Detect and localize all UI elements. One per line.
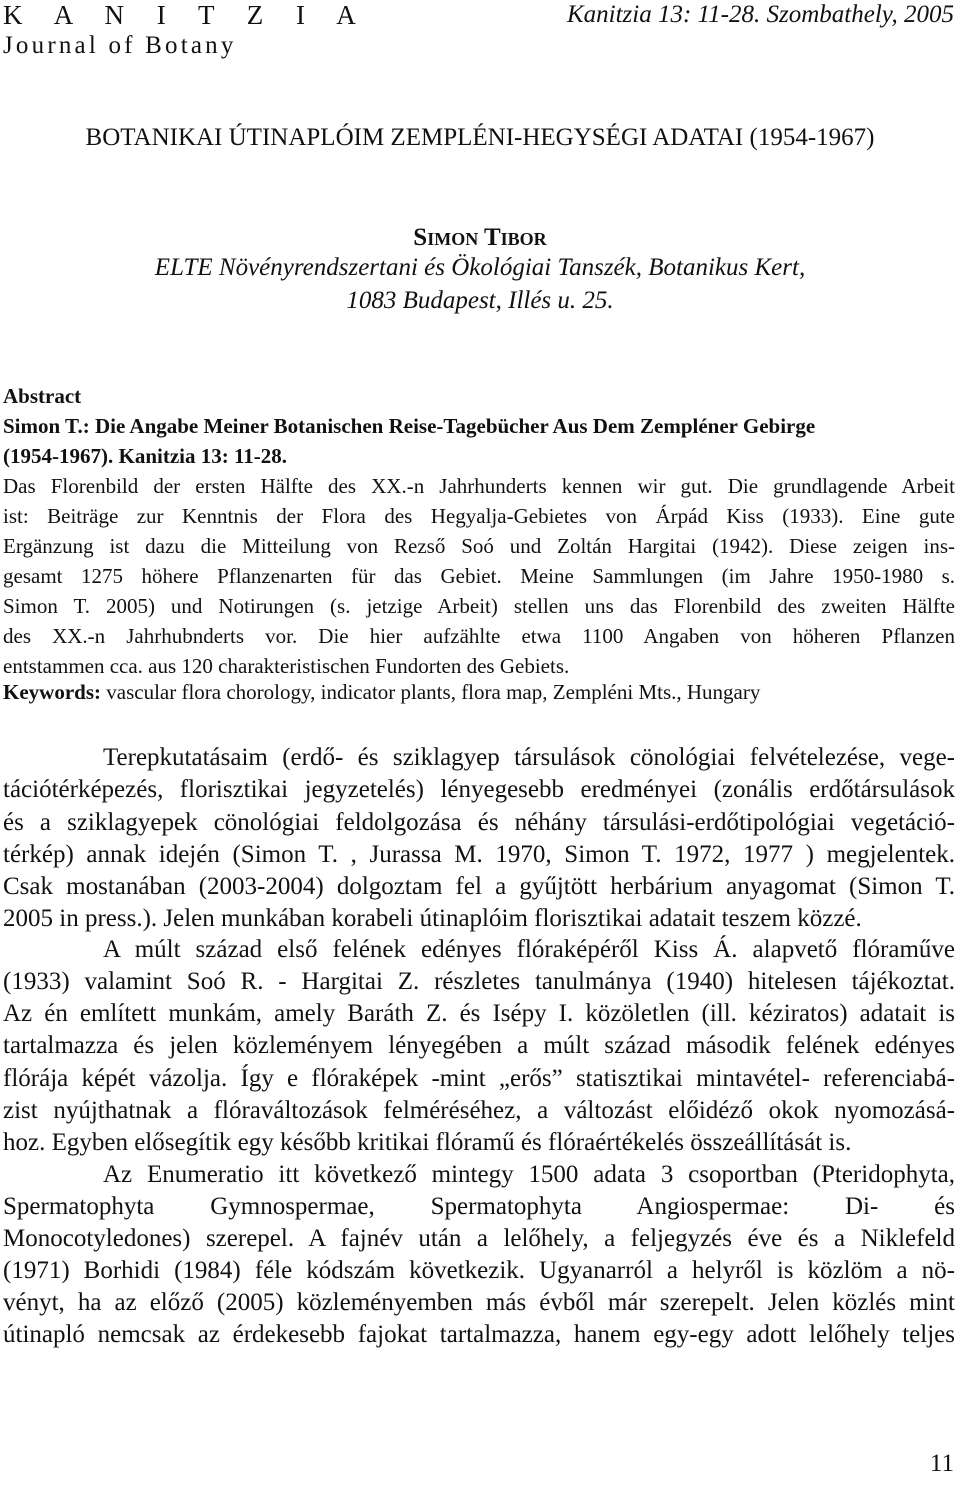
body-line: Monocotyledones) szerepel. A fajnév után a lelőhely, a feljegyzés éve és a Niklefeld (3, 1225, 955, 1252)
abstract-reference-line-1: Simon T.: Die Angabe Meiner Botanischen Reise-Tagebücher Aus Dem Zempléner Gebirge (3, 414, 816, 438)
article-title: BOTANIKAI ÚTINAPLÓIM ZEMPLÉNI-HEGYSÉGI ADATAI (1954-1967) (85, 124, 875, 151)
abstract-line: Simon T. 2005) und Notirungen (s. jetzige Arbeit) stellen uns das Florenbild des zweiten Hälfte (3, 594, 955, 618)
body-line: tációtérképezés, florisztikai jegyzetelés) lényegesebb eredményei (zonális erdőtársulások (3, 776, 955, 803)
body-line: hoz. Egyben elősegítik egy később kritikai flóramű és flóraértékelés összeállítását is. (3, 1129, 852, 1156)
page-number: 11 (929, 1450, 954, 1477)
abstract-line: Das Florenbild der ersten Hälfte des XX.-n Jahrhunderts kennen wir gut. Die grundlagende Arbeit (3, 474, 955, 498)
body-line: tartalmazza és jelen közleményem lényegében a múlt század második felének edényes (3, 1032, 955, 1059)
abstract-line: ist: Beiträge zur Kenntnis der Flora des Hegyalja-Gebietes von Árpád Kiss (1933). Eine gute (3, 504, 955, 528)
affiliation-line-1: ELTE Növényrendszertani és Ökológiai Tanszék, Botanikus Kert, (154, 254, 806, 281)
abstract-heading: Abstract (3, 384, 82, 408)
body-line: flórája képét vázolja. Így e flóraképek -mint „erős” statisztikai mintavétel- referenciabá- (3, 1065, 955, 1092)
body-line: Terepkutatásaim (erdő- és sziklagyep társulások cönológiai felvételezése, vege- (103, 744, 955, 771)
body-line: zist nyújthatnak a flóraváltozások felméréséhez, a változást előidéző okok nyomozásá- (3, 1097, 955, 1124)
body-line: térkép) annak idején (Simon T. , Jurassa M. 1970, Simon T. 1972, 1977 ) megjelentek. (3, 841, 955, 868)
body-line: Az én említett munkám, amely Baráth Z. és Isépy I. közöletlen (ill. kéziratos) adatait is (3, 1000, 955, 1027)
citation: Kanitzia 13: 11-28. Szombathely, 2005 (566, 1, 954, 28)
abstract-line: Ergänzung ist dazu die Mitteilung von Rezső Soó und Zoltán Hargitai (1942). Diese zeigen ins- (3, 534, 955, 558)
keywords (3, 680, 955, 705)
abstract-line: gesamt 1275 höhere Pflanzenarten für das Gebiet. Meine Sammlungen (im Jahre 1950-1980 s. (3, 564, 955, 588)
body-line: (1971) Borhidi (1984) féle kódszám következik. Ugyanarról a helyről is közlöm a nö- (3, 1257, 955, 1284)
journal-subtitle: Journal of Botany (3, 32, 237, 59)
abstract-reference-line-2: (1954-1967). Kanitzia 13: 11-28. (3, 444, 288, 468)
body-line: Az Enumeratio itt következő mintegy 1500 adata 3 csoportban (Pteridophyta, (103, 1161, 955, 1188)
body-line: (1933) valamint Soó R. - Hargitai Z. részletes tanulmánya (1940) hitelesen tájékoztat. (3, 968, 955, 995)
abstract-line: des XX.-n Jahrhubnderts vor. Die hier aufzählte etwa 1100 Angaben von höheren Pflanzen (3, 624, 955, 648)
keywords-text: vascular flora chorology, indicator plants, flora map, Zempléni Mts., Hungary (106, 680, 761, 704)
body-line: 2005 in press.). Jelen munkában korabeli útinaplóim florisztikai adatait teszem közzé. (3, 905, 862, 932)
body-line: vényt, ha az előző (2005) közleményemben más évből már szerepelt. Jelen közlés mint (3, 1289, 955, 1316)
body-line: útinapló nemcsak az érdekesebb fajokat tartalmazza, hanem egy-egy adott lelőhely teljes (3, 1321, 955, 1348)
journal-name: K A N I T Z I A (3, 0, 369, 30)
body-line: Csak mostanában (2003-2004) dolgoztam fel a gyűjtött herbárium anyagomat (Simon T. (3, 873, 955, 900)
body-line: és a sziklagyepek cönológiai feldolgozása és néhány társulási-erdőtipológiai vegetáció- (3, 809, 955, 836)
affiliation-line-2: 1083 Budapest, Illés u. 25. (346, 287, 614, 314)
keywords-label: Keywords: (3, 680, 101, 704)
body-line: Spermatophyta Gymnospermae, Spermatophyta Angiospermae: Di- és (3, 1193, 955, 1220)
abstract-line: entstammen cca. aus 120 charakteristischen Fundorten des Gebiets. (3, 654, 570, 678)
body-line: A múlt század első felének edényes flóraképéről Kiss Á. alapvető flóraműve (103, 936, 955, 963)
author: Simon Tibor (413, 224, 547, 251)
